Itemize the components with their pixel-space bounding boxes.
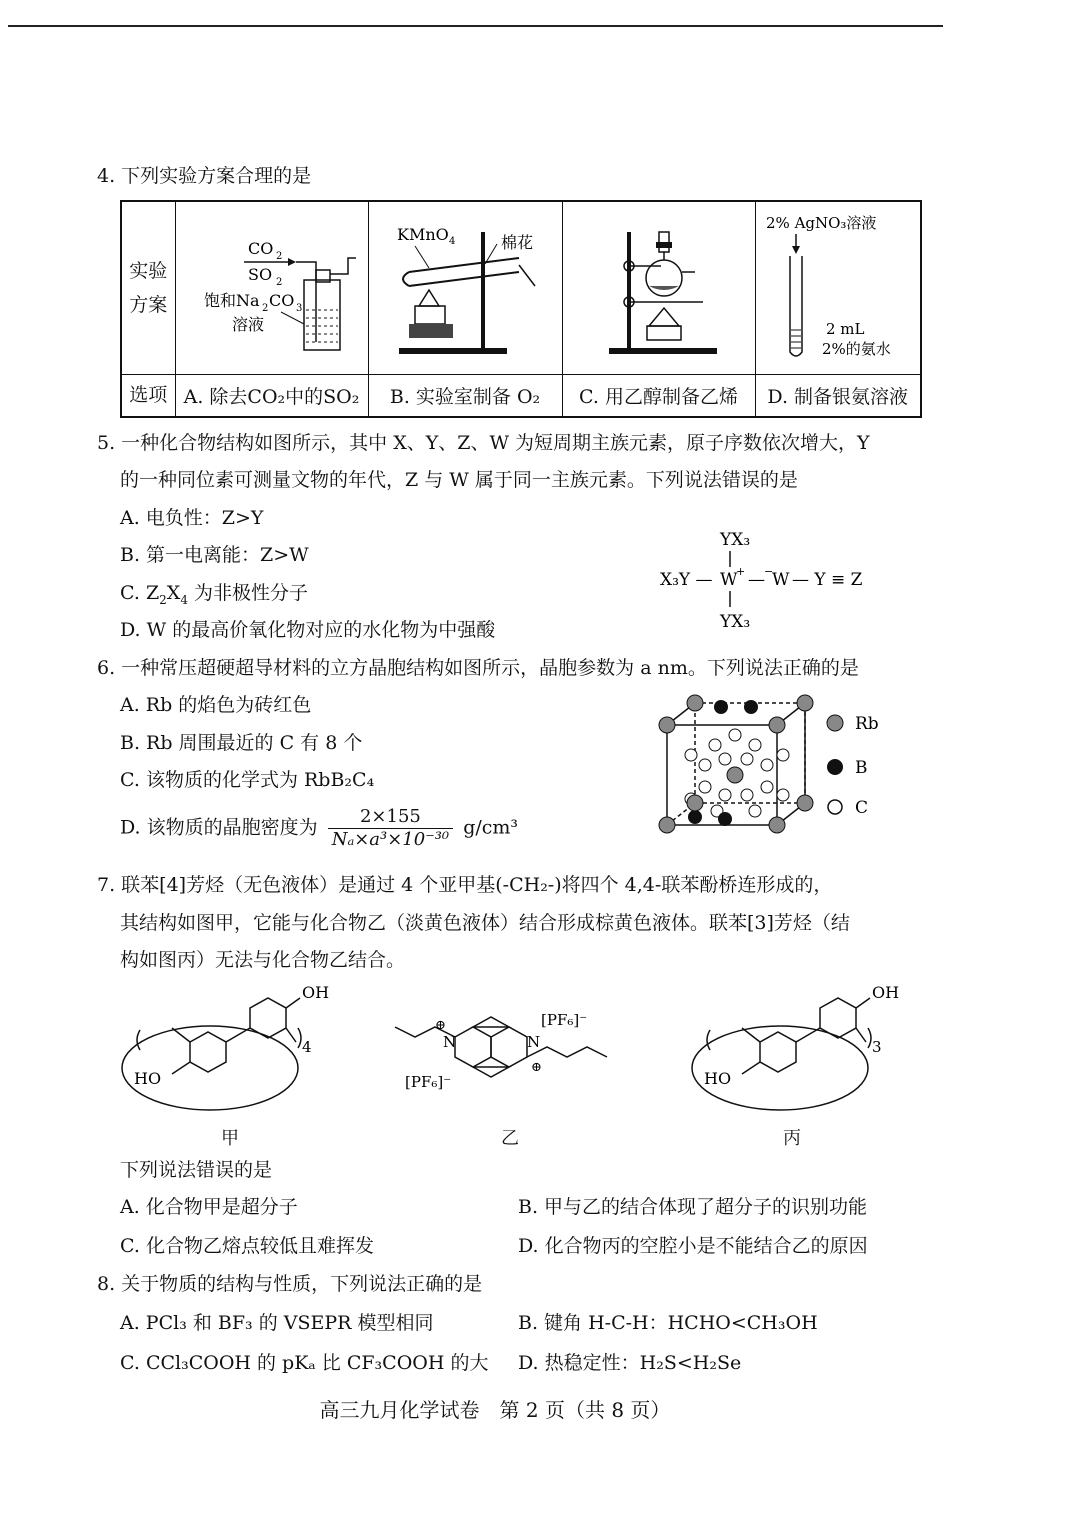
q4-option-b: B. 实验室制备 O₂ [368, 375, 562, 417]
q5-option-a: A. 电负性：Z>Y [120, 507, 264, 529]
q5-option-b: B. 第一电离能：Z>W [120, 544, 309, 566]
q8-option-c: C. CCl₃COOH 的 pKₐ 比 CF₃COOH 的大 [120, 1352, 489, 1374]
svg-text:−: − [764, 565, 774, 578]
q6-stem: 6. 一种常压超硬超导材料的立方晶胞结构如图所示，晶胞参数为 a nm。下列说法正确的是 [97, 657, 859, 679]
q7-option-b: B. 甲与乙的结合体现了超分子的识别功能 [518, 1196, 868, 1218]
svg-text:棉花: 棉花 [500, 233, 533, 252]
density-fraction: $\frac{2\times 155}{\text{Nₐ×a³×10⁻³⁰}}$ [328, 806, 453, 851]
test-tube-diagram [756, 202, 922, 374]
svg-text:2%的氨水: 2%的氨水 [821, 340, 891, 358]
svg-text:+: + [736, 565, 746, 578]
gas-washing-bottle-diagram [176, 202, 369, 374]
svg-text:YX₃: YX₃ [720, 612, 751, 632]
svg-text:— Y ≡ Z: — Y ≡ Z [792, 570, 863, 590]
q6-option-a: A. Rb 的焰色为砖红色 [120, 694, 312, 716]
svg-text:4: 4 [302, 1038, 312, 1056]
legend-b-dot [827, 759, 843, 775]
svg-text:OH: OH [302, 983, 330, 1002]
svg-text:YX₃: YX₃ [720, 530, 751, 550]
q7-option-c: C. 化合物乙熔点较低且难挥发 [120, 1235, 374, 1257]
structure-yi [375, 995, 645, 1105]
row-label-scheme: 实验 方案 [121, 201, 175, 375]
svg-text:CO: CO [247, 239, 273, 258]
q4-option-c: C. 用乙醇制备乙烯 [562, 375, 755, 417]
q4-d-apparatus [755, 201, 921, 375]
q4-b-apparatus [368, 201, 562, 375]
q4-option-d: D. 制备银氨溶液 [755, 375, 921, 417]
svg-text:2 mL: 2 mL [825, 320, 864, 338]
svg-text:3: 3 [295, 303, 302, 314]
fig-label-jia: 甲 [221, 1128, 239, 1149]
svg-text:X₃Y —: X₃Y — [660, 570, 713, 590]
svg-text:HO: HO [134, 1069, 162, 1088]
svg-text:N: N [443, 1033, 457, 1051]
svg-text:3: 3 [872, 1038, 882, 1056]
q5-stem-line1: 5. 一种化合物结构如图所示，其中 X、Y、Z、W 为短周期主族元素，原子序数依次增大，Y [97, 432, 870, 454]
top-rule [8, 25, 943, 27]
q8-option-b: B. 键角 H-C-H：HCHO<CH₃OH [518, 1312, 818, 1334]
svg-text:B: B [855, 758, 868, 778]
svg-text:N: N [527, 1033, 541, 1051]
svg-text:C: C [855, 798, 869, 818]
q4-c-apparatus [562, 201, 755, 375]
q5-stem-line2: 的一种同位素可测量文物的年代，Z 与 W 属于同一主族元素。下列说法错误的是 [120, 469, 798, 491]
q7-stem-line1: 7. 联苯[4]芳烃（无色液体）是通过 4 个亚甲基(-CH₂-)将四个 4,4-联苯酚桥连形成的， [97, 874, 833, 896]
svg-text:W: W [720, 570, 738, 590]
svg-text:—: — [748, 570, 765, 590]
q7-stem-line2: 其结构如图甲，它能与化合物乙（淡黄色液体）结合形成棕黄色液体。联苯[3]芳烃（结 [120, 912, 850, 934]
legend-c-dot [828, 800, 842, 814]
q7-option-a: A. 化合物甲是超分子 [120, 1196, 298, 1218]
svg-text:2: 2 [275, 277, 282, 288]
svg-text:2: 2 [261, 303, 268, 314]
heating-test-tube-diagram [369, 202, 563, 374]
q5-structure-diagram [650, 525, 890, 635]
legend-rb-dot [827, 715, 843, 731]
svg-text:[PF₆]⁻: [PF₆]⁻ [541, 1011, 588, 1029]
svg-text:KMnO: KMnO [396, 225, 449, 244]
q7-prompt: 下列说法错误的是 [120, 1159, 273, 1181]
q6-option-d: D. 该物质的晶胞密度为 $\frac{2\times 155}{\text{Nₐ×a³×10⁻³⁰}}$ g/cm³ [120, 806, 519, 850]
structure-jia [110, 980, 330, 1120]
q4-table [120, 200, 922, 418]
q8-option-d: D. 热稳定性：H₂S<H₂Se [518, 1352, 742, 1374]
svg-text:[PF₆]⁻: [PF₆]⁻ [405, 1073, 452, 1091]
q8-stem: 8. 关于物质的结构与性质，下列说法正确的是 [97, 1273, 483, 1295]
svg-text:2: 2 [275, 251, 282, 262]
svg-text:OH: OH [872, 983, 900, 1002]
fig-label-yi: 乙 [501, 1128, 519, 1149]
q8-option-a: A. PCl₃ 和 BF₃ 的 VSEPR 模型相同 [120, 1312, 434, 1334]
page-footer: 高三九月化学试卷 第 2 页（共 8 页） [319, 1398, 671, 1422]
q6-option-c: C. 该物质的化学式为 RbB₂C₄ [120, 769, 375, 791]
q4-option-a: A. 除去CO₂中的SO₂ [175, 375, 368, 417]
flask-heating-diagram [563, 202, 756, 374]
crystal-cell-diagram [655, 695, 885, 835]
svg-text:⊕: ⊕ [531, 1060, 542, 1075]
q4-a-apparatus [175, 201, 368, 375]
row-label-options: 选项 [121, 375, 175, 417]
svg-text:4: 4 [448, 236, 455, 247]
svg-text:SO: SO [247, 265, 272, 284]
svg-text:W: W [772, 570, 790, 590]
structure-bing [680, 980, 900, 1120]
q5-option-d: D. W 的最高价氧化物对应的水化物为中强酸 [120, 619, 496, 641]
svg-text:Rb: Rb [855, 714, 879, 734]
fig-label-bing: 丙 [783, 1128, 801, 1149]
svg-text:⊕: ⊕ [435, 1018, 446, 1033]
q6-option-b: B. Rb 周围最近的 C 有 8 个 [120, 732, 363, 754]
svg-text:HO: HO [704, 1069, 732, 1088]
q7-option-d: D. 化合物丙的空腔小是不能结合乙的原因 [518, 1235, 868, 1257]
q7-stem-line3: 构如图丙）无法与化合物乙结合。 [120, 949, 406, 971]
svg-text:CO: CO [268, 291, 294, 310]
svg-text:溶液: 溶液 [231, 315, 264, 334]
q5-option-c: C. $Z_2X_4$ 为非极性分子 [120, 582, 309, 607]
svg-text:2% AgNO₃溶液: 2% AgNO₃溶液 [765, 214, 876, 232]
svg-text:饱和Na: 饱和Na [203, 291, 260, 310]
q4-stem: 4. 下列实验方案合理的是 [97, 165, 312, 187]
